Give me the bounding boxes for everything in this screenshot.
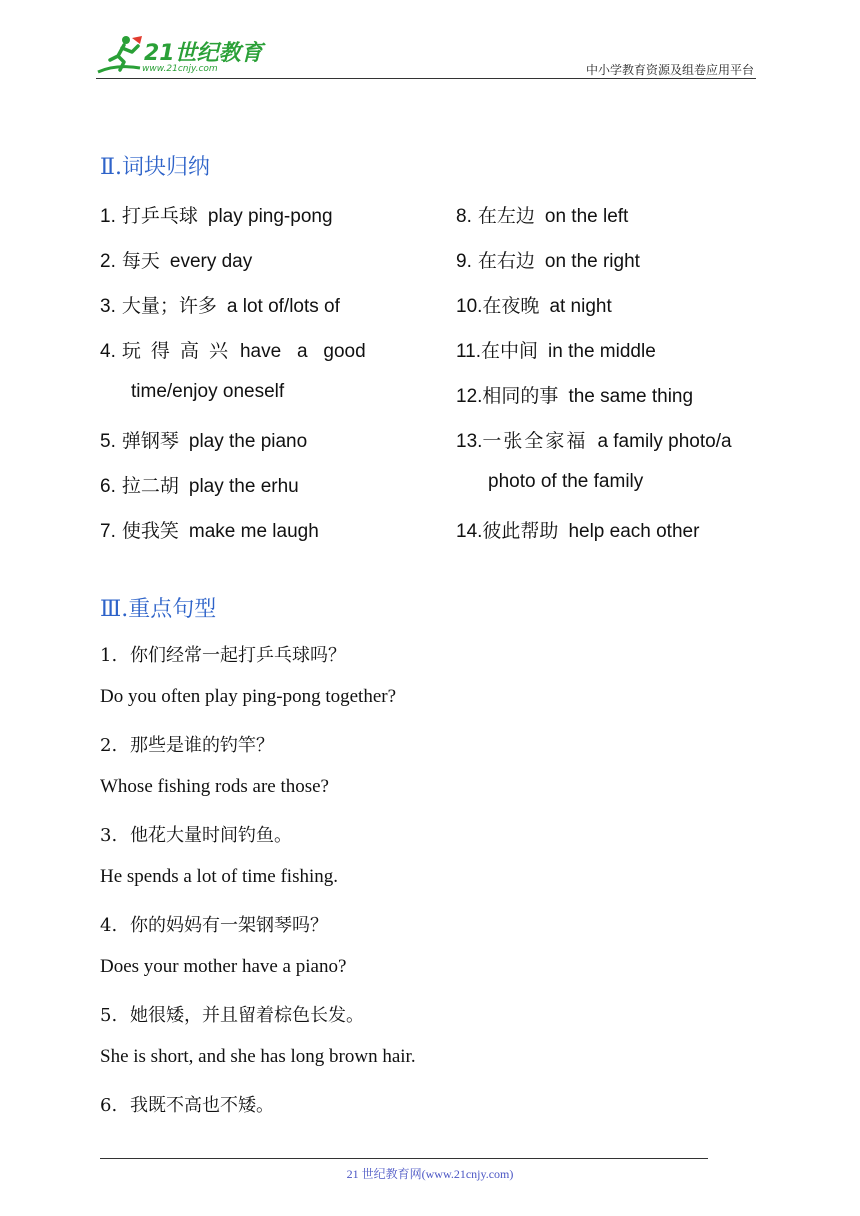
vocab-item: 6. 拉二胡 play the erhu (100, 475, 299, 497)
vocab-item: 7. 使我笑 make me laugh (100, 520, 319, 542)
vocab-item: 12.相同的事 the same thing (456, 385, 694, 407)
vocab-item: 9. 在右边 on the right (456, 250, 640, 272)
vocab-item-continuation: time/enjoy oneself (131, 381, 285, 402)
vocab-item: 2. 每天 every day (100, 250, 253, 272)
sentence-cn: 4. 你的妈妈有一架钢琴吗？ (100, 915, 328, 936)
sentence-cn: 5. 她很矮，并且留着棕色长发。 (100, 1005, 364, 1026)
section-title-sentences: Ⅲ.重点句型 (100, 597, 217, 622)
sentence-en: Do you often play ping-pong together? (100, 686, 397, 707)
sentence-en: Does your mother have a piano? (100, 956, 347, 977)
vocab-item: 5. 弹钢琴 play the piano (100, 430, 308, 452)
runner-logo-icon (96, 34, 146, 78)
vocab-item: 13.一张全家福 a family photo/a (456, 430, 732, 452)
sentence-cn: 6. 我既不高也不矮。 (100, 1095, 274, 1116)
footer-text: 21 世纪教育网(www.21cnjy.com) (346, 1167, 514, 1181)
logo-wordmark: 21世纪教育 (144, 41, 263, 66)
vocab-item: 3. 大量；许多 a lot of/lots of (100, 295, 340, 317)
vocab-item: 10.在夜晚 at night (456, 295, 612, 317)
vocab-item: 11.在中间 in the middle (456, 340, 656, 362)
sentence-cn: 3. 他花大量时间钓鱼。 (100, 825, 292, 846)
sentence-en: Whose fishing rods are those? (100, 776, 329, 797)
section-title-vocab: Ⅱ.词块归纳 (100, 155, 210, 180)
site-logo (96, 34, 266, 78)
vocab-item: 1. 打乒乓球 play ping-pong (100, 205, 333, 227)
vocab-item: 4. 玩 得 高 兴 have a good (100, 340, 366, 362)
sentence-cn: 1. 你们经常一起打乒乓球吗？ (100, 645, 346, 666)
header-tagline: 中小学教育资源及组卷应用平台 (585, 63, 754, 77)
sentence-cn: 2. 那些是谁的钓竿？ (100, 735, 274, 756)
vocab-item: 14.彼此帮助 help each other (456, 520, 700, 542)
header-divider (96, 78, 756, 79)
logo-url: www.21cnjy.com (142, 64, 218, 74)
vocab-item-continuation: photo of the family (488, 471, 644, 492)
footer-divider (100, 1158, 708, 1159)
page-header (0, 0, 860, 90)
vocab-item: 8. 在左边 on the left (456, 205, 629, 227)
sentence-en: She is short, and she has long brown hair. (100, 1046, 416, 1067)
sentence-en: He spends a lot of time fishing. (100, 866, 338, 887)
